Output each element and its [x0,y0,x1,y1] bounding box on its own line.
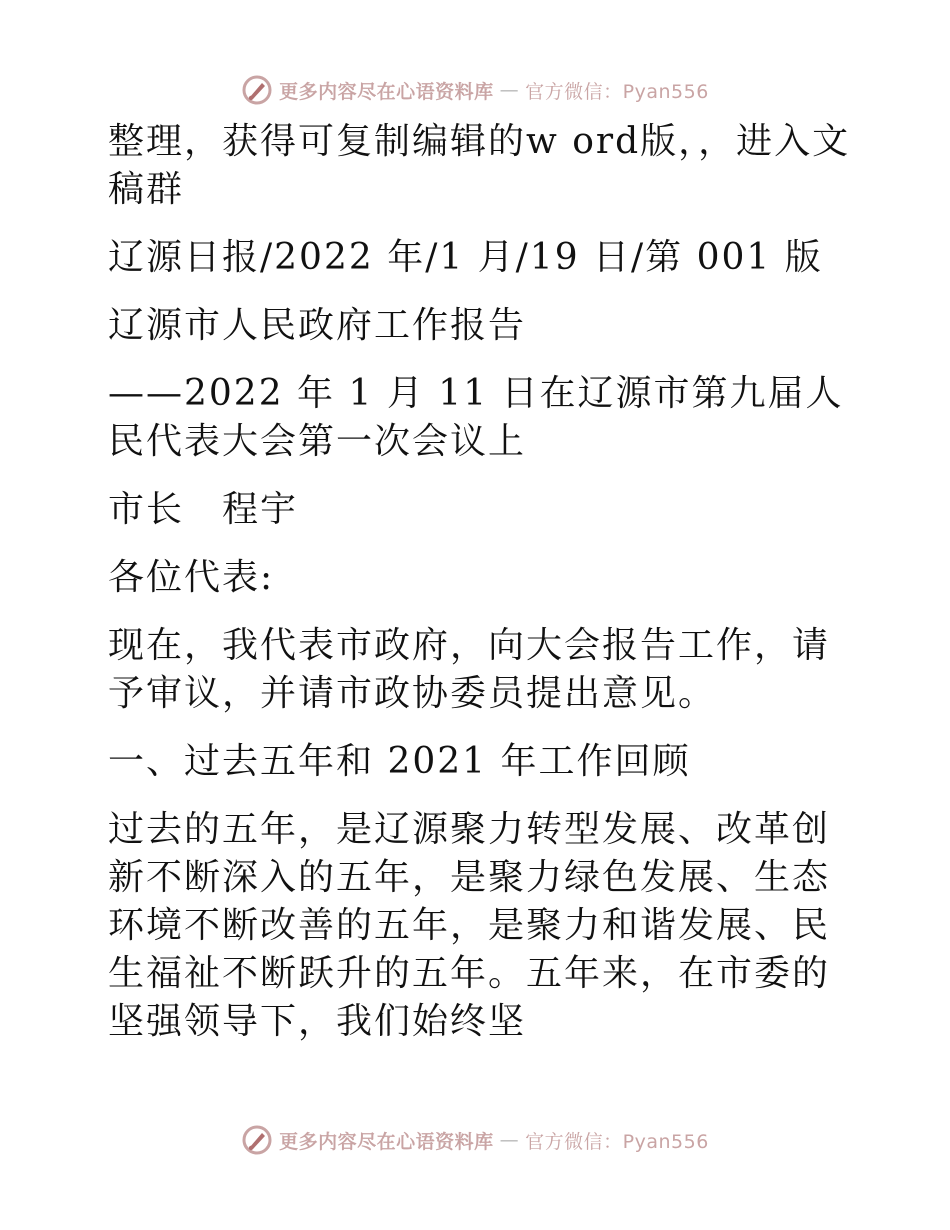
paragraph-intro-note: 整理，获得可复制编辑的w ord版，，进入文稿群 [108,121,851,210]
paragraph-author: 市长 程宇 [108,489,299,530]
paragraph-opening: 现在，我代表市政府，向大会报告工作，请予审议，并请市政协委员提出意见。 [108,625,831,714]
banner-separator: — [499,1129,520,1151]
document-body [98,118,858,1066]
paragraph-source-line: 辽源日报/2022 年/1 月/19 日/第 001 版 [108,237,823,278]
header-watermark-banner [0,70,950,110]
paragraph-salutation: 各位代表: [108,557,275,598]
paragraph-meeting-subtitle: ——2022 年 1 月 11 日在辽源市第九届人民代表大会第一次会议上 [108,373,844,462]
paragraph-section-heading: 一、过去五年和 2021 年工作回顾 [108,741,691,782]
paragraph-review-body: 过去的五年，是辽源聚力转型发展、改革创新不断深入的五年，是聚力绿色发展、生态环境不断改善的五年，是聚力和谐发展、民生福祉不断跃升的五年。五年来，在市委的坚强领导下，我们始终坚 [108,809,831,1042]
banner-main-text: 更多内容尽在心语资料库 [279,80,494,103]
banner-wechat-text: 官方微信：Pyan556 [525,80,709,103]
footer-watermark-banner [0,1120,950,1160]
brush-pen-logo-icon [241,74,273,106]
brush-pen-logo-icon [241,1124,273,1156]
banner-wechat-text: 官方微信：Pyan556 [525,1130,709,1153]
paragraph-report-title: 辽源市人民政府工作报告 [108,305,527,346]
banner-main-text: 更多内容尽在心语资料库 [279,1130,494,1153]
banner-separator: — [499,79,520,101]
